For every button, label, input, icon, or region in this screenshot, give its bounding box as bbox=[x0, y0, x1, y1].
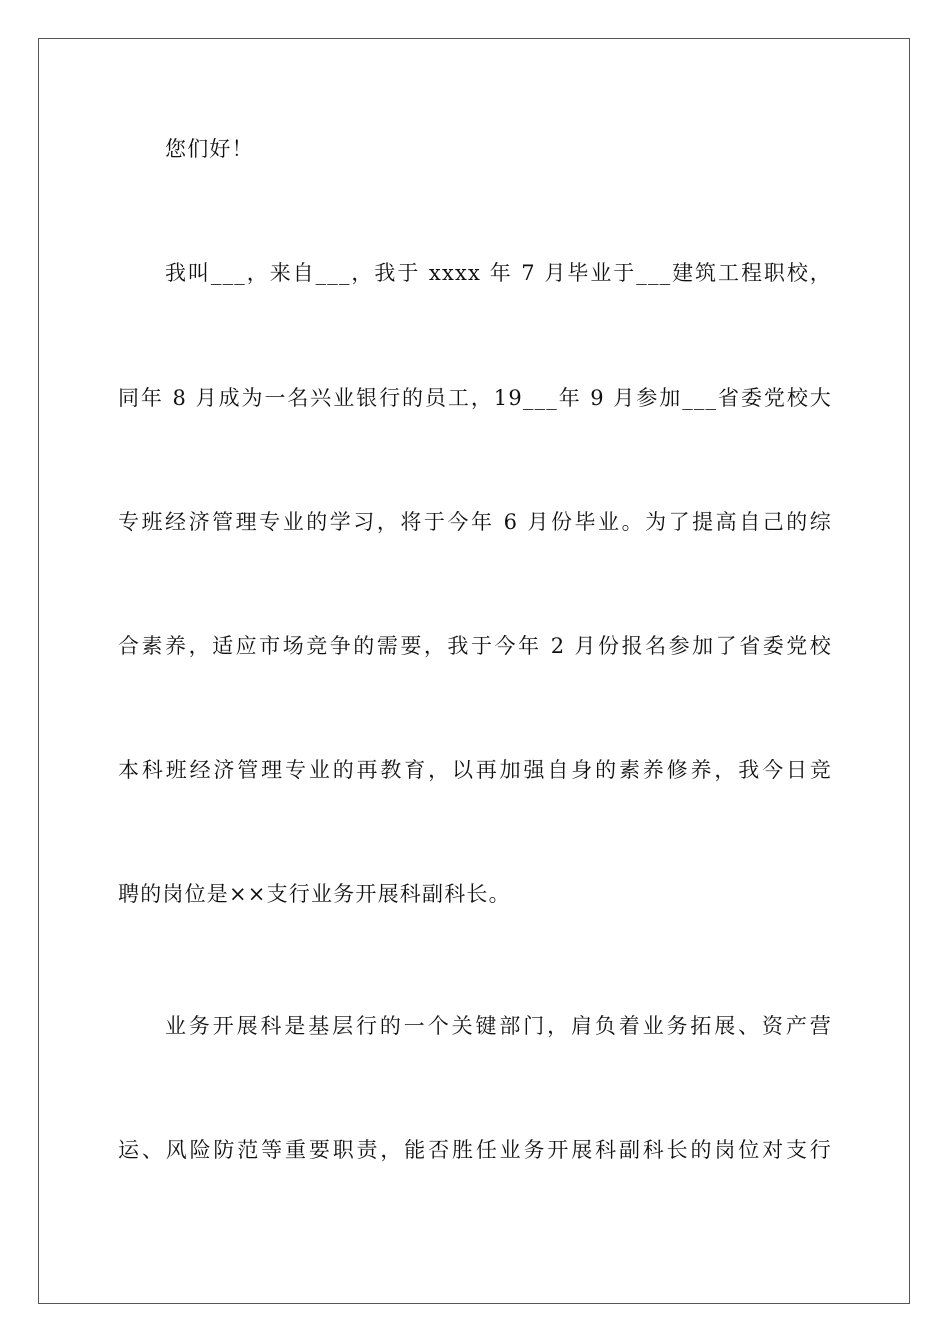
paragraph-1-line-5: 本科班经济管理专业的再教育，以再加强自身的素养修养，我今日竞 bbox=[118, 758, 832, 782]
paragraph-1-line-2: 同年 8 月成为一名兴业银行的员工，19___年 9 月参加___省委党校大 bbox=[118, 386, 832, 410]
paragraph-1-line-3: 专班经济管理专业的学习，将于今年 6 月份毕业。为了提高自己的综 bbox=[118, 510, 832, 534]
paragraph-1-line-6: 聘的岗位是××支行业务开展科副科长。 bbox=[118, 882, 511, 906]
greeting-line: 您们好！ bbox=[165, 137, 254, 161]
paragraph-2-line-2: 运、风险防范等重要职责，能否胜任业务开展科副科长的岗位对支行 bbox=[118, 1138, 832, 1162]
paragraph-1-line-1: 我叫___，来自___，我于 xxxx 年 7 月毕业于___建筑工程职校， bbox=[165, 261, 832, 285]
paragraph-1-line-4: 合素养，适应市场竞争的需要，我于今年 2 月份报名参加了省委党校 bbox=[118, 634, 832, 658]
paragraph-2-line-1: 业务开展科是基层行的一个关键部门，肩负着业务拓展、资产营 bbox=[165, 1014, 832, 1038]
page-border bbox=[38, 38, 910, 1304]
